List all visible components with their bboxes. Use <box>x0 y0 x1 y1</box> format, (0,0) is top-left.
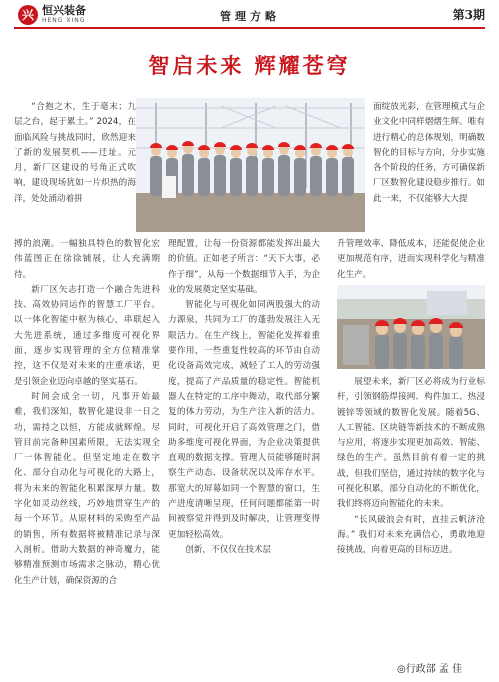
logo-chinese-name: 恒兴装备 <box>42 4 86 17</box>
column-3-bottom <box>337 375 485 559</box>
column-1-top <box>14 100 136 207</box>
page-header <box>0 0 499 28</box>
column-3-wide <box>337 237 485 283</box>
author-byline: ◎行政部 孟 佳 <box>397 664 463 675</box>
logo-icon: 兴 <box>18 5 38 25</box>
paragraph: 搏的浪潮。一幅独具特色的数智化宏伟蓝图正在徐徐铺展，让人充满期待。 <box>14 239 160 280</box>
paragraph: 创新，不仅仅在技术层 <box>185 544 272 555</box>
group-photo-construction-site <box>136 98 365 232</box>
issue-number: 第3期 <box>452 8 485 22</box>
article-title: 智启未来 辉耀苍穹 <box>148 54 351 78</box>
paragraph: 新厂区矢志打造一个融合先进科技、高效协同运作的智慧工厂平台。以一体化智能中枢为核心，串联起入大先进系统，通过多维度可视化界面，逐步实现管理的全方位精准掌控，这不仅是对未来的庄重承诺，更是引领企业迈向卓越的坚实基石。 <box>14 284 160 387</box>
header-divider <box>14 27 485 29</box>
column-3-top <box>373 100 485 207</box>
paragraph: 面绽放光彩，在管理模式与企业文化中同样熠熠生辉。唯有进行精心的总体规划，明确数智化的目标与方向，分步实施各个阶段的任务，方可确保新厂区数智化建设稳步推行。如此一来，不仅能够大大提 <box>373 102 485 204</box>
company-logo <box>18 5 98 25</box>
column-1-bottom <box>14 237 160 589</box>
paragraph: “合抱之木，生于毫末；九层之台，起于累土。” 2024，在面临风险与挑战同时，欣然迎来了新的发展契机——迁址。元月，新厂区建设的号角正式吹响，建设现场犹如一片炽热的海洋，处处涌动着拼 <box>14 102 136 204</box>
paragraph: 展望未来，新厂区必将成为行业标杆，引领钢筋焊接网、构件加工、热浸镀锌等领域的数智化发展。随着5G、人工智能、区块链等新技术的不断成熟与应用，将逐步实现更加高效、智能、绿色的生产。虽然目前有着一定的挑战，但我们坚信，通过持续的数字化与可视化积累，部分自动化的不断优化，我们终将迈向智能化的未来。 <box>337 377 485 510</box>
logo-english-name: HENG XING <box>42 17 86 24</box>
paragraph: 智能化与可视化如同两股强大的动力源泉，共同为工厂的蓬勃发展注入无限活力。在生产线上，智能化发挥着重要作用，一些重复性较高的环节由自动化设备高效完成，减轻了工人的劳动强度，提高了产品质量的稳定性。智能机器人在特定的工序中舞动，取代部分繁复的体力劳动，为生产注入新的活力。同时，可视化开启了高效管理之门，借助多维度可视化界面，为企业决策提供直观的数据支撑。管理人员能够随时洞察生产动态、设备状况以及库存水平。那宽大的屏幕如同一个智慧的窗口，生产进度清晰呈现，任何问题都能第一时间被察觉并得到及时解决，让管理变得更加轻松高效。 <box>168 300 320 540</box>
paragraph: 时间会成全一切，凡事开始最难，我们深知，数智化建设非一日之功，需持之以恒，方能成就辉煌。尽管目前完备种国素所限，无法实现全厂一体智能化。但坚定地走在数字化、部分自动化与可视化的大路上，将为未来的智能化积累深厚力量。数字化如灵动丝线，巧妙地贯穿生产的每一个环节。从原材料的采购至产品的销售，所有数据将被精准记录与深入剖析。借助大数据的神奇魔力，能够精准预测市场需求之脉动，精心优化生产计划，确保资源的合 <box>14 391 160 586</box>
paragraph: “长风破浪会有时，直挂云帆济沧海。” 我们对未来充满信心，勇敢地迎接挑战，向着更高的目标迈进。 <box>337 514 485 556</box>
paragraph: 理配置，让每一份资源都能发挥出最大的价值。正如老子所言：“天下大事，必作于细”，从每一个数据细节入手，为企业的发展奠定坚实基础。 <box>168 239 320 295</box>
paragraph: 升管理效率、降低成本，还能促使企业更加规范有序，进而实现科学化与精准化生产。 <box>337 239 485 280</box>
section-title: 管理方略 <box>220 10 280 23</box>
column-2 <box>168 237 320 558</box>
workers-photo-factory <box>337 285 485 369</box>
